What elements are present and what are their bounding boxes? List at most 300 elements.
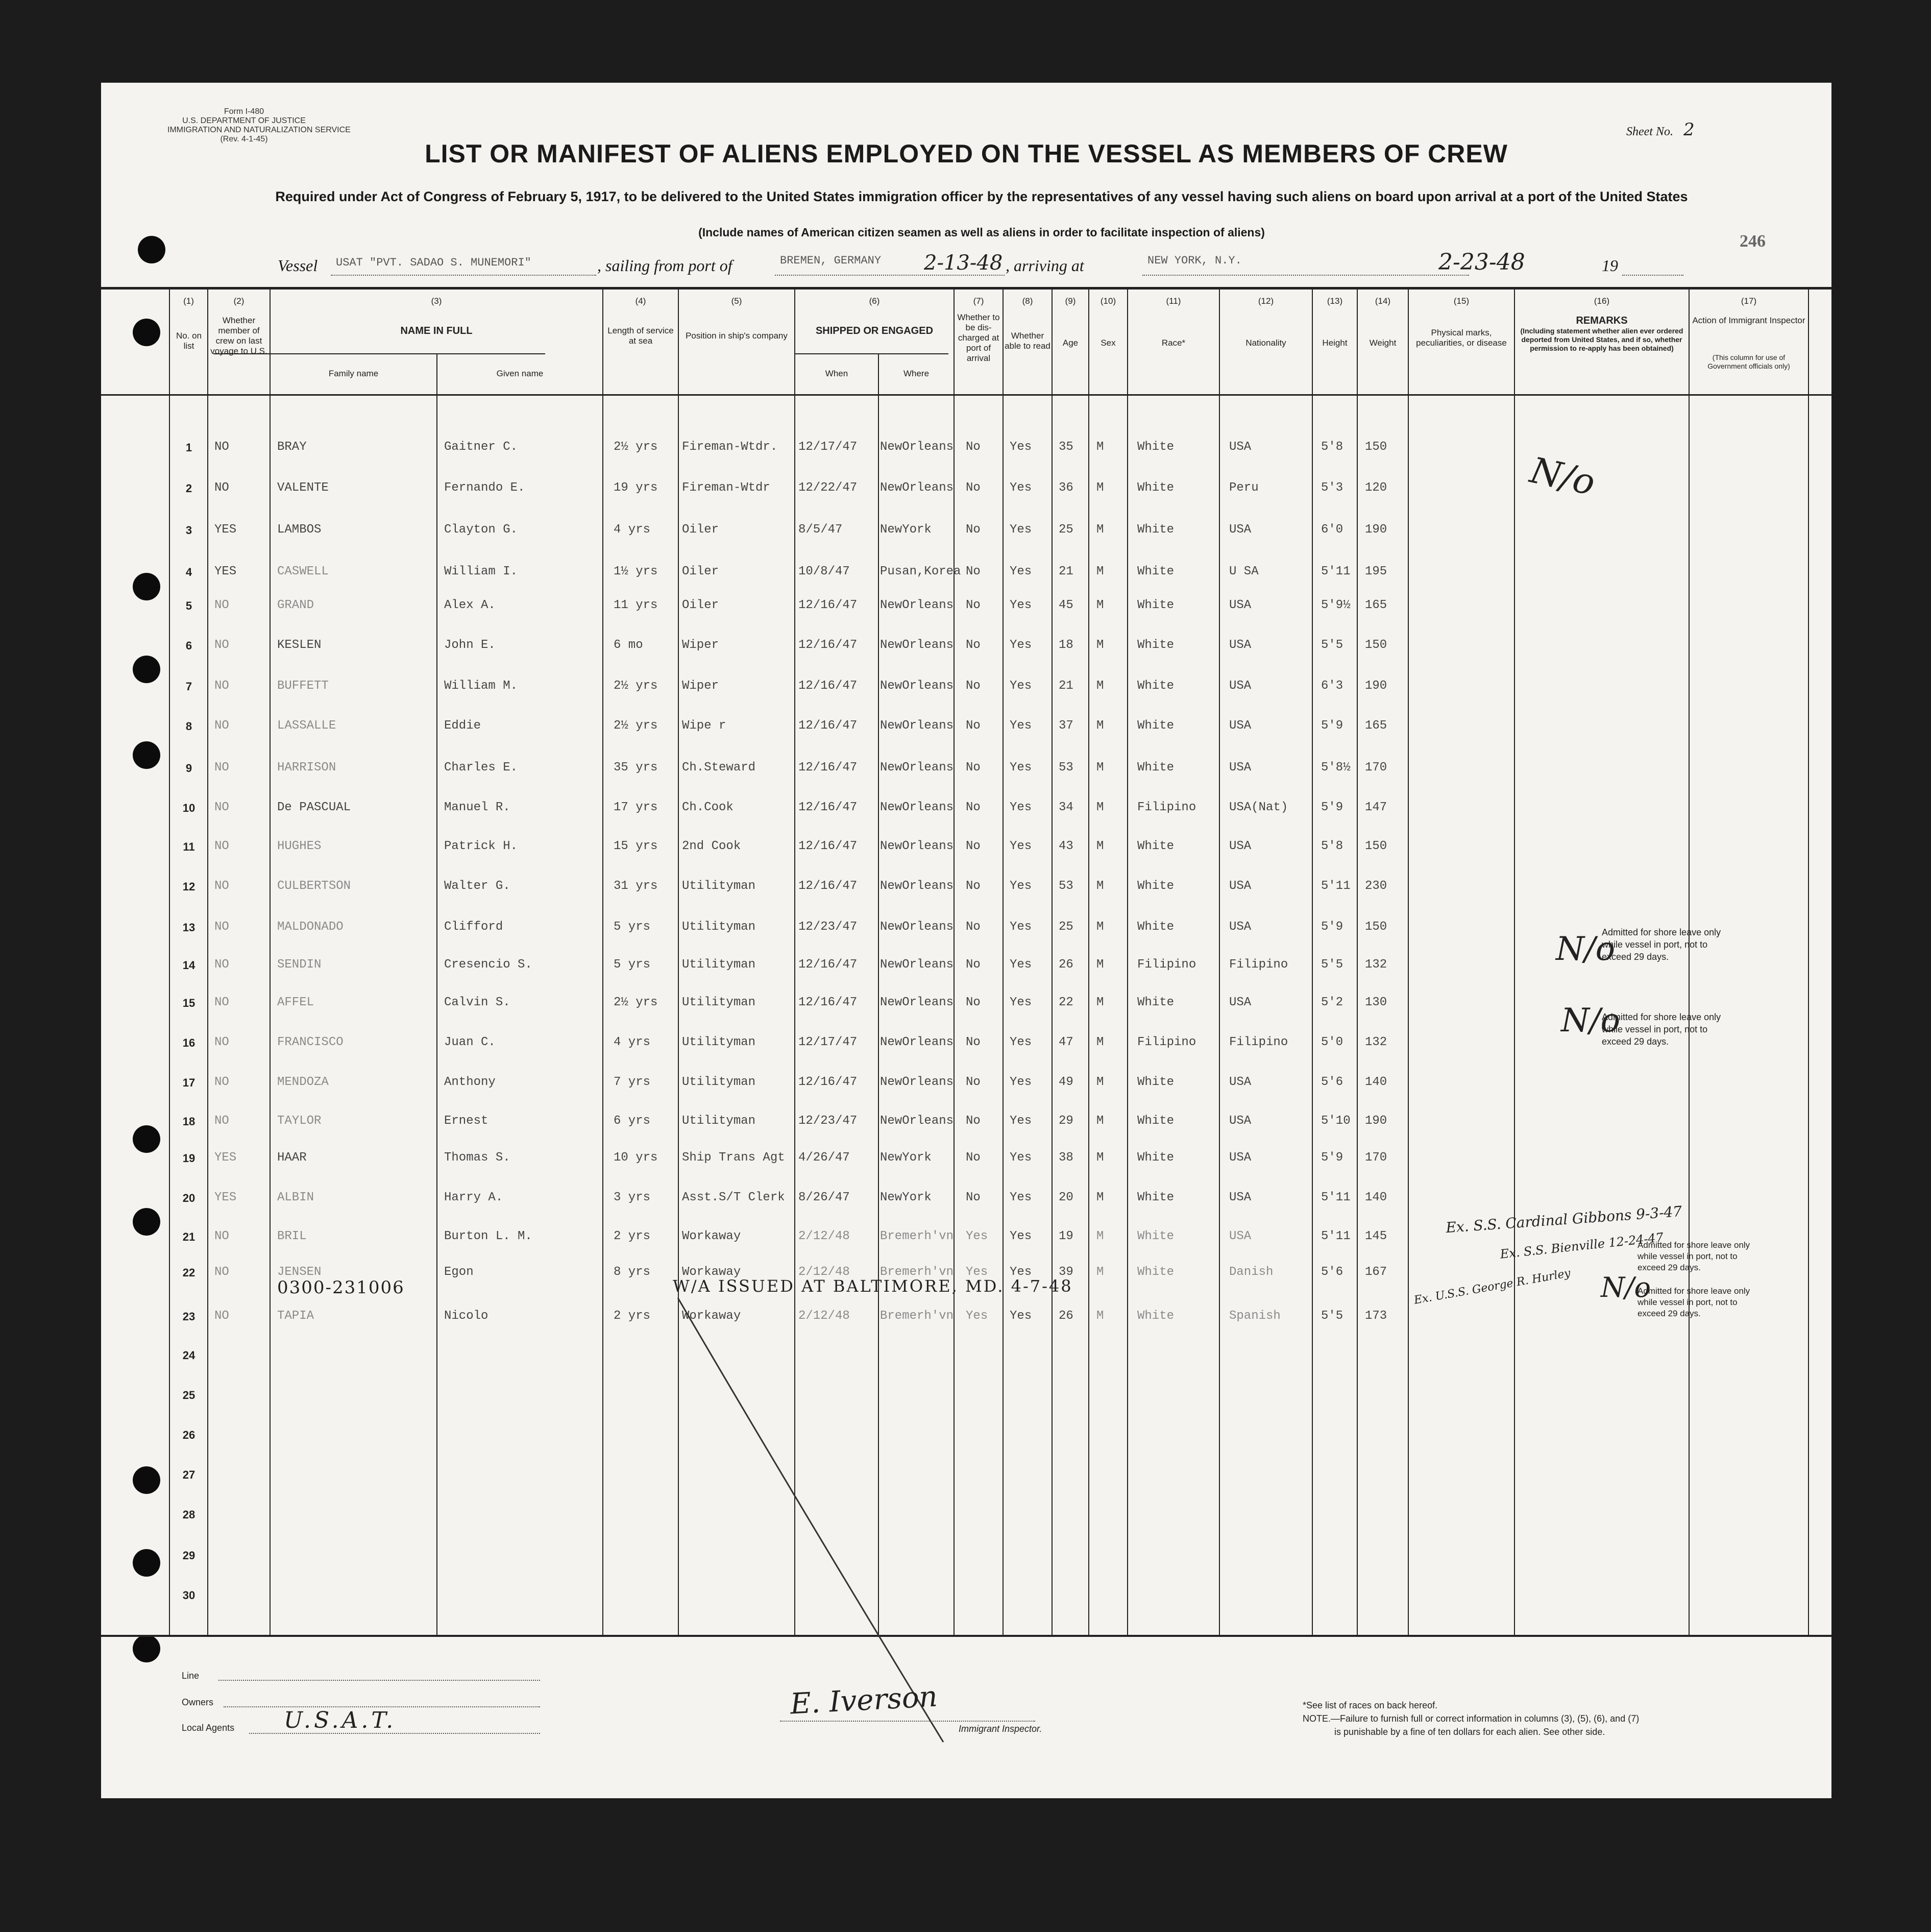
- discharged-cell: No: [966, 719, 981, 733]
- shipped-when-cell: 12/16/47: [798, 679, 858, 693]
- sex-cell: M: [1096, 839, 1104, 853]
- discharged-cell: No: [966, 958, 981, 972]
- able-to-read-cell: Yes: [1010, 996, 1032, 1009]
- discharged-cell: Yes: [966, 1309, 988, 1323]
- last-voyage-cell: YES: [214, 1191, 237, 1204]
- age-cell: 34: [1059, 801, 1073, 814]
- col-header-family-name: Family name: [328, 369, 379, 378]
- shipped-where-cell: NewYork: [880, 1151, 932, 1165]
- service-cell: 35 yrs: [614, 761, 658, 775]
- age-cell: 53: [1059, 761, 1073, 775]
- col-header-name: NAME IN FULL: [400, 325, 473, 336]
- row-number: 11: [183, 840, 195, 853]
- position-cell: Utilityman: [682, 879, 756, 893]
- weight-cell: 170: [1365, 761, 1387, 775]
- row-number: 10: [182, 802, 195, 814]
- position-cell: Utilityman: [682, 996, 756, 1009]
- col-num: (10): [1100, 296, 1116, 306]
- position-cell: Oiler: [682, 523, 719, 537]
- nationality-cell: USA: [1229, 761, 1252, 775]
- able-to-read-cell: Yes: [1010, 1309, 1032, 1323]
- shipped-where-cell: NewOrleans: [880, 638, 954, 652]
- family-name-cell: LASSALLE: [277, 719, 336, 733]
- race-cell: White: [1137, 839, 1175, 853]
- able-to-read-cell: Yes: [1010, 958, 1032, 972]
- family-name-cell: MENDOZA: [277, 1075, 329, 1089]
- last-voyage-cell: NO: [214, 1265, 229, 1279]
- discharged-cell: No: [966, 996, 981, 1009]
- shipped-when-cell: 12/16/47: [798, 958, 858, 972]
- last-voyage-cell: NO: [214, 1229, 229, 1243]
- last-voyage-cell: NO: [214, 920, 229, 934]
- family-name-cell: LAMBOS: [277, 523, 322, 537]
- weight-cell: 165: [1365, 719, 1387, 733]
- weight-cell: 195: [1365, 565, 1387, 578]
- sex-cell: M: [1096, 638, 1104, 652]
- family-name-cell: SENDIN: [277, 958, 322, 972]
- age-cell: 26: [1059, 1309, 1073, 1323]
- arriving-label: , arriving at: [1006, 256, 1084, 275]
- shipped-where-cell: Bremerh'vn: [880, 1265, 954, 1279]
- weight-cell: 170: [1365, 1151, 1387, 1165]
- shipped-where-cell: NewOrleans: [880, 996, 954, 1009]
- sheet-label: Sheet No.: [1626, 125, 1673, 138]
- sex-cell: M: [1096, 679, 1104, 693]
- last-voyage-cell: NO: [214, 481, 229, 495]
- race-cell: White: [1137, 1191, 1175, 1204]
- last-voyage-cell: NO: [214, 958, 229, 972]
- race-cell: White: [1137, 440, 1175, 454]
- sex-cell: M: [1096, 481, 1104, 495]
- sex-cell: M: [1096, 1309, 1104, 1323]
- shipped-when-cell: 12/17/47: [798, 440, 858, 454]
- service-cell: 7 yrs: [614, 1075, 651, 1089]
- position-cell: Workaway: [682, 1265, 741, 1279]
- discharged-cell: No: [966, 440, 981, 454]
- col-num: (15): [1453, 296, 1470, 306]
- punch-hole: [133, 656, 160, 683]
- service-cell: 4 yrs: [614, 523, 651, 537]
- position-cell: Utilityman: [682, 920, 756, 934]
- height-cell: 5'9: [1321, 801, 1343, 814]
- race-cell: White: [1137, 1309, 1175, 1323]
- weight-cell: 150: [1365, 920, 1387, 934]
- family-name-cell: VALENTE: [277, 481, 329, 495]
- height-cell: 5'5: [1321, 1309, 1343, 1323]
- row-number: 12: [182, 880, 195, 893]
- punch-hole: [133, 1635, 160, 1662]
- last-voyage-cell: YES: [214, 565, 237, 578]
- ex-vessel-note: Ex. U.S.S. George R. Hurley: [1413, 1267, 1572, 1307]
- nationality-cell: USA: [1229, 1229, 1252, 1243]
- sex-cell: M: [1096, 996, 1104, 1009]
- position-cell: Oiler: [682, 565, 719, 578]
- height-cell: 5'9: [1321, 920, 1343, 934]
- age-cell: 39: [1059, 1265, 1073, 1279]
- race-cell: White: [1137, 565, 1175, 578]
- family-name-cell: GRAND: [277, 598, 314, 612]
- vessel-name: USAT "PVT. SADAO S. MUNEMORI": [336, 256, 531, 269]
- row-number: 19: [182, 1152, 195, 1165]
- position-cell: Ch.Steward: [682, 761, 756, 775]
- given-name-cell: Juan C.: [444, 1035, 496, 1049]
- sex-cell: M: [1096, 801, 1104, 814]
- sex-cell: M: [1096, 719, 1104, 733]
- shipped-when-cell: 2/12/48: [798, 1265, 850, 1279]
- able-to-read-cell: Yes: [1010, 1229, 1032, 1243]
- height-cell: 5'6: [1321, 1075, 1343, 1089]
- row-number: 6: [185, 639, 192, 652]
- col-header-where: Where: [903, 369, 930, 378]
- service-cell: 17 yrs: [614, 801, 658, 814]
- shipped-when-cell: 12/23/47: [798, 1114, 858, 1128]
- discharged-cell: No: [966, 920, 981, 934]
- punch-hole: [133, 741, 160, 769]
- service-cell: 3 yrs: [614, 1191, 651, 1204]
- weight-cell: 147: [1365, 801, 1387, 814]
- nationality-cell: Danish: [1229, 1265, 1274, 1279]
- height-cell: 6'0: [1321, 523, 1343, 537]
- col-header-no: No. on list: [176, 331, 202, 351]
- position-cell: Ship Trans Agt: [682, 1151, 785, 1165]
- height-cell: 5'0: [1321, 1035, 1343, 1049]
- race-cell: White: [1137, 1265, 1175, 1279]
- nationality-cell: Filipino: [1229, 958, 1288, 972]
- discharged-cell: No: [966, 1114, 981, 1128]
- age-cell: 38: [1059, 1151, 1073, 1165]
- service-cell: 19 yrs: [614, 481, 658, 495]
- shipped-where-cell: NewOrleans: [880, 679, 954, 693]
- sex-cell: M: [1096, 565, 1104, 578]
- able-to-read-cell: Yes: [1010, 920, 1032, 934]
- given-name-cell: Patrick H.: [444, 839, 518, 853]
- age-cell: 49: [1059, 1075, 1073, 1089]
- sailing-label: , sailing from port of: [597, 256, 732, 275]
- col-header-action-note: (This column for use of Government officials only): [1707, 353, 1790, 370]
- row-number: 16: [182, 1036, 195, 1049]
- able-to-read-cell: Yes: [1010, 598, 1032, 612]
- col-header-when: When: [825, 369, 848, 378]
- position-cell: Utilityman: [682, 1035, 756, 1049]
- race-cell: White: [1137, 598, 1175, 612]
- col-header-read: Whether able to read: [1005, 331, 1050, 351]
- position-cell: Workaway: [682, 1229, 741, 1243]
- shipped-when-cell: 10/8/47: [798, 565, 850, 578]
- shipped-when-cell: 12/16/47: [798, 996, 858, 1009]
- last-voyage-cell: NO: [214, 1075, 229, 1089]
- given-name-cell: Fernando E.: [444, 481, 525, 495]
- age-cell: 25: [1059, 523, 1073, 537]
- row-number: 13: [182, 921, 195, 934]
- height-cell: 5'3: [1321, 481, 1343, 495]
- able-to-read-cell: Yes: [1010, 440, 1032, 454]
- discharged-cell: Yes: [966, 1265, 988, 1279]
- able-to-read-cell: Yes: [1010, 879, 1032, 893]
- family-name-cell: TAYLOR: [277, 1114, 322, 1128]
- age-cell: 19: [1059, 1229, 1073, 1243]
- family-name-cell: HARRISON: [277, 761, 336, 775]
- col-header-last-voyage: Whether member of crew on last voyage to U.S.: [210, 316, 267, 356]
- nationality-cell: USA: [1229, 440, 1252, 454]
- age-cell: 47: [1059, 1035, 1073, 1049]
- race-cell: White: [1137, 719, 1175, 733]
- row-number: 15: [182, 997, 195, 1009]
- shipped-where-cell: NewOrleans: [880, 440, 954, 454]
- position-cell: Utilityman: [682, 1114, 756, 1128]
- col-num: (8): [1022, 296, 1033, 306]
- row-number: 24: [182, 1349, 195, 1362]
- able-to-read-cell: Yes: [1010, 1035, 1032, 1049]
- service-cell: 5 yrs: [614, 958, 651, 972]
- race-cell: White: [1137, 761, 1175, 775]
- discharged-cell: No: [966, 679, 981, 693]
- height-cell: 5'8½: [1321, 761, 1351, 775]
- service-cell: 2 yrs: [614, 1229, 651, 1243]
- page-subtitle-note: (Include names of American citizen seamen as well as aliens in order to facilitate inspection of aliens): [698, 226, 1265, 239]
- given-name-cell: Walter G.: [444, 879, 510, 893]
- row-number: 25: [182, 1389, 195, 1402]
- weight-cell: 173: [1365, 1309, 1387, 1323]
- service-cell: 4 yrs: [614, 1035, 651, 1049]
- shipped-when-cell: 12/22/47: [798, 481, 858, 495]
- manifest-document: [101, 83, 1831, 1798]
- position-cell: Oiler: [682, 598, 719, 612]
- able-to-read-cell: Yes: [1010, 839, 1032, 853]
- col-header-service: Length of service at sea: [607, 326, 674, 346]
- shipped-when-cell: 12/16/47: [798, 801, 858, 814]
- position-cell: Wipe r: [682, 719, 726, 733]
- service-cell: 2½ yrs: [614, 679, 658, 693]
- able-to-read-cell: Yes: [1010, 481, 1032, 495]
- local-agents-value: U.S.A.T.: [284, 1707, 397, 1733]
- age-cell: 45: [1059, 598, 1073, 612]
- sex-cell: M: [1096, 1229, 1104, 1243]
- weight-cell: 140: [1365, 1191, 1387, 1204]
- row-number: 8: [185, 720, 192, 733]
- weight-cell: 190: [1365, 523, 1387, 537]
- race-cell: White: [1137, 1075, 1175, 1089]
- shipped-where-cell: NewOrleans: [880, 920, 954, 934]
- age-cell: 25: [1059, 920, 1073, 934]
- last-voyage-cell: NO: [214, 719, 229, 733]
- nationality-cell: USA: [1229, 1151, 1252, 1165]
- family-name-cell: CULBERTSON: [277, 879, 351, 893]
- sex-cell: M: [1096, 440, 1104, 454]
- last-voyage-cell: YES: [214, 1151, 237, 1165]
- position-cell: Asst.S/T Clerk: [682, 1191, 785, 1204]
- shore-leave-remark: Admitted for shore leave only while vessel in port, not to exceed 29 days.: [1637, 1240, 1750, 1272]
- shipped-where-cell: NewOrleans: [880, 1035, 954, 1049]
- age-cell: 18: [1059, 638, 1073, 652]
- punch-hole: [133, 1125, 160, 1153]
- height-cell: 5'2: [1321, 996, 1343, 1009]
- given-name-cell: Thomas S.: [444, 1151, 510, 1165]
- form-service: IMMIGRATION AND NATURALIZATION SERVICE: [167, 126, 351, 134]
- given-name-cell: William M.: [444, 679, 518, 693]
- discharged-cell: No: [966, 1075, 981, 1089]
- age-cell: 21: [1059, 565, 1073, 578]
- given-name-cell: Cresencio S.: [444, 958, 532, 972]
- col-header-age: Age: [1062, 338, 1079, 348]
- service-cell: 2½ yrs: [614, 719, 658, 733]
- discharged-cell: No: [966, 879, 981, 893]
- ex-vessel-note: Ex. S.S. Bienville 12-24-47: [1499, 1230, 1665, 1262]
- age-cell: 35: [1059, 440, 1073, 454]
- page-number: 246: [1740, 232, 1766, 251]
- form-revision: (Rev. 4-1-45): [220, 135, 268, 143]
- row-number: 20: [182, 1192, 195, 1204]
- shipped-where-cell: NewOrleans: [880, 719, 954, 733]
- age-cell: 21: [1059, 679, 1073, 693]
- sailing-port: BREMEN, GERMANY: [780, 254, 882, 267]
- inspector-label: Immigrant Inspector.: [959, 1724, 1042, 1734]
- height-cell: 5'11: [1321, 565, 1351, 578]
- col-header-action: Action of Immigrant Inspector: [1692, 316, 1805, 325]
- discharged-cell: No: [966, 638, 981, 652]
- family-name-cell: ALBIN: [277, 1191, 314, 1204]
- last-voyage-cell: NO: [214, 598, 229, 612]
- discharged-cell: No: [966, 598, 981, 612]
- given-name-cell: Harry A.: [444, 1191, 503, 1204]
- family-name-cell: HAAR: [277, 1151, 307, 1165]
- able-to-read-cell: Yes: [1010, 523, 1032, 537]
- owners-label: Owners: [182, 1697, 214, 1707]
- last-voyage-cell: NO: [214, 1035, 229, 1049]
- height-cell: 5'11: [1321, 879, 1351, 893]
- nationality-cell: USA: [1229, 920, 1252, 934]
- service-cell: 5 yrs: [614, 920, 651, 934]
- col-header-race: Race*: [1161, 338, 1186, 348]
- weight-cell: 167: [1365, 1265, 1387, 1279]
- nationality-cell: USA: [1229, 839, 1252, 853]
- race-cell: Filipino: [1137, 801, 1196, 814]
- able-to-read-cell: Yes: [1010, 565, 1032, 578]
- service-cell: 1½ yrs: [614, 565, 658, 578]
- family-name-cell: JENSEN: [277, 1265, 322, 1279]
- nationality-cell: Spanish: [1229, 1309, 1281, 1323]
- given-name-cell: Gaitner C.: [444, 440, 518, 454]
- no-record-mark: N/o: [1561, 1002, 1621, 1040]
- age-cell: 29: [1059, 1114, 1073, 1128]
- discharged-cell: No: [966, 761, 981, 775]
- given-name-cell: Anthony: [444, 1075, 496, 1089]
- last-voyage-cell: NO: [214, 879, 229, 893]
- row-number: 14: [182, 959, 195, 972]
- last-voyage-cell: NO: [214, 761, 229, 775]
- shipped-where-cell: NewOrleans: [880, 839, 954, 853]
- given-name-cell: Charles E.: [444, 761, 518, 775]
- row-number: 4: [185, 566, 192, 578]
- height-cell: 5'11: [1321, 1191, 1351, 1204]
- shipped-where-cell: Pusan,Korea: [880, 565, 961, 578]
- nationality-cell: U SA: [1229, 565, 1259, 578]
- family-name-cell: TAPIA: [277, 1309, 314, 1323]
- shipped-when-cell: 2/12/48: [798, 1229, 850, 1243]
- punch-hole: [133, 573, 160, 600]
- col-num: (12): [1258, 296, 1274, 306]
- sheet-number: [1626, 119, 1695, 140]
- race-cell: White: [1137, 1229, 1175, 1243]
- given-name-cell: Egon: [444, 1265, 474, 1279]
- service-cell: 6 yrs: [614, 1114, 651, 1128]
- family-name-cell: AFFEL: [277, 996, 314, 1009]
- last-voyage-cell: YES: [214, 523, 237, 537]
- able-to-read-cell: Yes: [1010, 719, 1032, 733]
- position-cell: Fireman-Wtdr.: [682, 440, 778, 454]
- page-subtitle: Required under Act of Congress of February 5, 1917, to be delivered to the United States immigration officer by the representatives of any vessel having such aliens on board upon arrival at a port of the United States: [275, 189, 1688, 204]
- document-id-number: 0300-231006: [277, 1277, 405, 1298]
- able-to-read-cell: Yes: [1010, 761, 1032, 775]
- position-cell: Utilityman: [682, 1075, 756, 1089]
- nationality-cell: USA: [1229, 598, 1252, 612]
- weight-cell: 140: [1365, 1075, 1387, 1089]
- form-department: U.S. DEPARTMENT OF JUSTICE: [182, 116, 306, 125]
- shipped-where-cell: NewOrleans: [880, 1075, 954, 1089]
- year-label: 19: [1602, 256, 1618, 275]
- weight-cell: 132: [1365, 1035, 1387, 1049]
- height-cell: 5'9: [1321, 719, 1343, 733]
- race-cell: White: [1137, 679, 1175, 693]
- service-cell: 2½ yrs: [614, 440, 658, 454]
- weight-cell: 230: [1365, 879, 1387, 893]
- sex-cell: M: [1096, 761, 1104, 775]
- able-to-read-cell: Yes: [1010, 679, 1032, 693]
- last-voyage-cell: NO: [214, 839, 229, 853]
- shore-leave-remark: Admitted for shore leave only while vessel in port, not to exceed 29 days.: [1602, 1012, 1721, 1047]
- given-name-cell: Clayton G.: [444, 523, 518, 537]
- shipped-when-cell: 12/16/47: [798, 879, 858, 893]
- weight-cell: 132: [1365, 958, 1387, 972]
- shipped-where-cell: NewOrleans: [880, 958, 954, 972]
- weight-cell: 165: [1365, 598, 1387, 612]
- nationality-cell: USA: [1229, 1075, 1252, 1089]
- race-cell: Filipino: [1137, 958, 1196, 972]
- discharged-cell: No: [966, 801, 981, 814]
- shipped-when-cell: 12/16/47: [798, 719, 858, 733]
- no-record-mark: N/o: [1526, 449, 1599, 504]
- col-header-remarks: REMARKS: [1576, 315, 1628, 326]
- race-cell: White: [1137, 1151, 1175, 1165]
- row-number: 22: [182, 1266, 195, 1279]
- nationality-cell: USA: [1229, 1114, 1252, 1128]
- nationality-cell: USA: [1229, 523, 1252, 537]
- sex-cell: M: [1096, 523, 1104, 537]
- height-cell: 5'8: [1321, 440, 1343, 454]
- shipped-where-cell: NewOrleans: [880, 761, 954, 775]
- height-cell: 5'9½: [1321, 598, 1351, 612]
- shipped-when-cell: 12/16/47: [798, 598, 858, 612]
- discharged-cell: No: [966, 839, 981, 853]
- service-cell: 6 mo: [614, 638, 643, 652]
- weight-cell: 150: [1365, 839, 1387, 853]
- weight-cell: 130: [1365, 996, 1387, 1009]
- weight-cell: 190: [1365, 679, 1387, 693]
- discharged-cell: No: [966, 1035, 981, 1049]
- shipped-when-cell: 12/16/47: [798, 1075, 858, 1089]
- position-cell: Fireman-Wtdr: [682, 481, 770, 495]
- shipped-where-cell: NewOrleans: [880, 481, 954, 495]
- nationality-cell: Peru: [1229, 481, 1259, 495]
- height-cell: 5'8: [1321, 839, 1343, 853]
- family-name-cell: BRIL: [277, 1229, 307, 1243]
- sex-cell: M: [1096, 1151, 1104, 1165]
- height-cell: 5'11: [1321, 1229, 1351, 1243]
- punch-hole: [133, 1549, 160, 1577]
- discharged-cell: No: [966, 1151, 981, 1165]
- inspector-signature: E. Iverson: [789, 1680, 939, 1721]
- col-num: (14): [1375, 296, 1391, 306]
- shipped-when-cell: 8/26/47: [798, 1191, 850, 1204]
